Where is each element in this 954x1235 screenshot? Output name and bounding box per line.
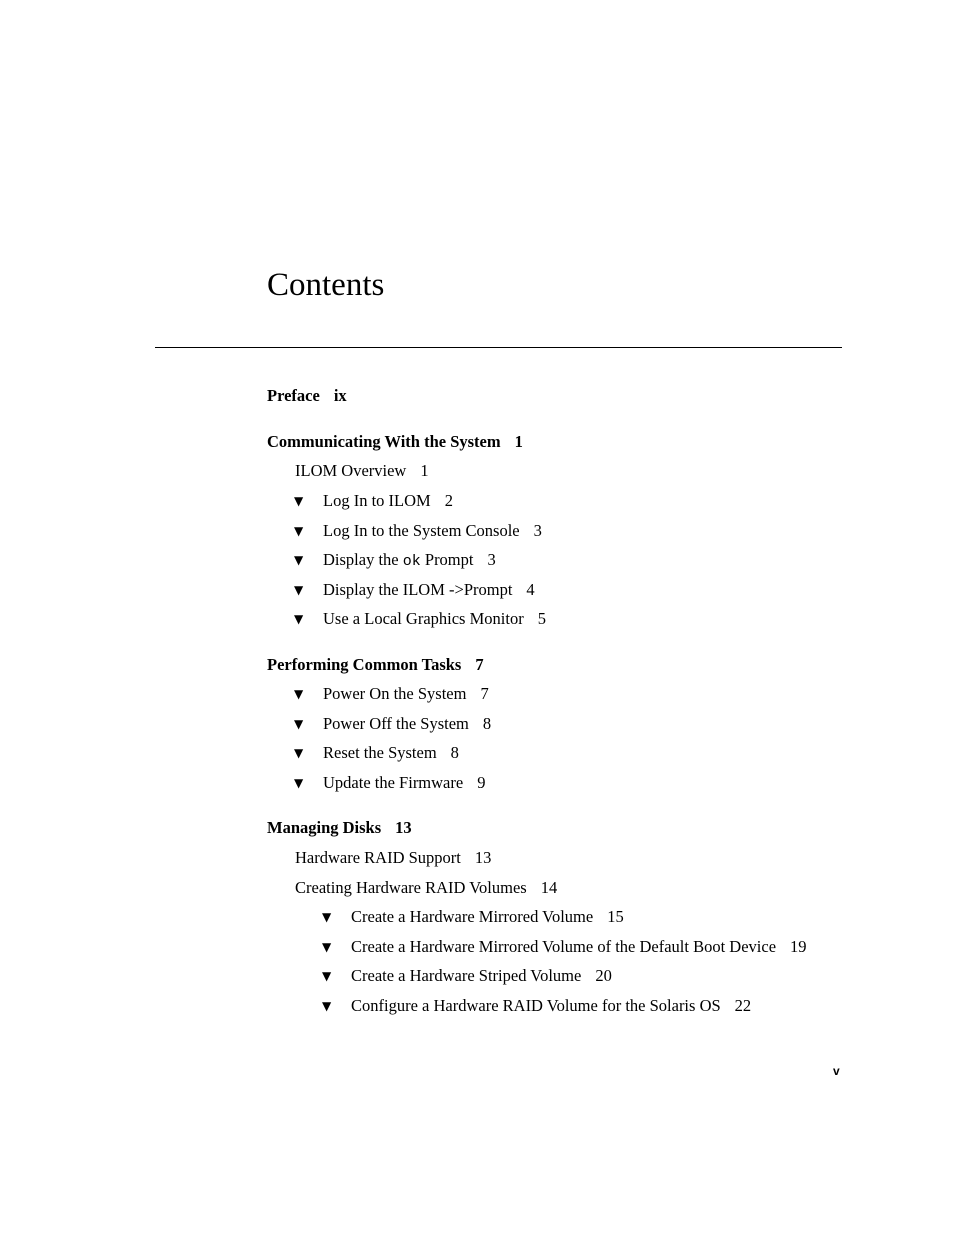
toc-entry-title: Reset the System bbox=[323, 743, 437, 762]
toc-entry-page: 5 bbox=[537, 609, 546, 628]
toc-entry-page: 3 bbox=[487, 550, 496, 569]
triangle-bullet-icon: ▼ bbox=[294, 776, 304, 790]
toc-entry-title: Configure a Hardware RAID Volume for the Solaris OS bbox=[351, 996, 721, 1015]
toc-entry-page: 3 bbox=[533, 521, 542, 540]
toc-entry-title: Hardware RAID Support bbox=[295, 848, 461, 867]
toc-chapter-communicating[interactable] bbox=[267, 432, 523, 452]
toc-entry-page: 8 bbox=[482, 714, 492, 733]
toc-entry-title: Use a Local Graphics Monitor bbox=[323, 609, 524, 628]
toc-entry-title: Log In to the System Console bbox=[323, 521, 520, 540]
toc-chapter-managing-disks[interactable] bbox=[267, 818, 412, 838]
toc-task-configure-raid-solaris[interactable] bbox=[351, 996, 751, 1016]
toc-entry-page: 7 bbox=[475, 655, 484, 674]
toc-entry-title: ILOM Overview bbox=[295, 461, 407, 480]
triangle-bullet-icon: ▼ bbox=[322, 969, 332, 983]
triangle-bullet-icon: ▼ bbox=[294, 524, 304, 538]
toc-entry-title: Communicating With the System bbox=[267, 432, 501, 451]
toc-entry-page: ix bbox=[333, 386, 347, 405]
toc-task-power-off[interactable] bbox=[323, 714, 491, 734]
toc-task-display-ilom-prompt[interactable] bbox=[323, 580, 535, 600]
toc-task-update-firmware[interactable] bbox=[323, 773, 485, 793]
toc-entry-title: Performing Common Tasks bbox=[267, 655, 462, 674]
toc-entry-page: 15 bbox=[607, 907, 624, 926]
toc-entry-page: 8 bbox=[450, 743, 459, 762]
toc-entry-page: 13 bbox=[395, 818, 412, 837]
toc-entry-title: Power On the System bbox=[323, 684, 467, 703]
toc-entry-page: 7 bbox=[480, 684, 489, 703]
page-title: Contents bbox=[267, 267, 385, 303]
toc-chapter-common-tasks[interactable] bbox=[267, 655, 484, 675]
toc-entry-title: Update the Firmware bbox=[323, 773, 464, 792]
triangle-bullet-icon: ▼ bbox=[294, 687, 304, 701]
triangle-bullet-icon: ▼ bbox=[294, 583, 304, 597]
toc-task-reset[interactable] bbox=[323, 743, 459, 763]
triangle-bullet-icon: ▼ bbox=[294, 612, 304, 626]
triangle-bullet-icon: ▼ bbox=[322, 999, 332, 1013]
triangle-bullet-icon: ▼ bbox=[294, 746, 304, 760]
toc-section-raid-support[interactable] bbox=[295, 848, 491, 868]
toc-entry-title: Managing Disks bbox=[267, 818, 382, 837]
triangle-bullet-icon: ▼ bbox=[322, 910, 332, 924]
toc-entry-page: 19 bbox=[790, 937, 807, 956]
triangle-bullet-icon: ▼ bbox=[322, 940, 332, 954]
triangle-bullet-icon: ▼ bbox=[294, 553, 304, 567]
toc-entry-title-after: Prompt bbox=[424, 550, 474, 569]
toc-entry-page: 9 bbox=[477, 773, 486, 792]
toc-entry-title: Create a Hardware Mirrored Volume bbox=[351, 907, 594, 926]
toc-entry-title: Power Off the System bbox=[323, 714, 469, 733]
toc-task-log-in-ilom[interactable] bbox=[323, 491, 453, 511]
toc-entry-title: Create a Hardware Striped Volume bbox=[351, 966, 582, 985]
toc-entry-page: 1 bbox=[420, 461, 429, 480]
toc-entry-page: 4 bbox=[526, 580, 535, 599]
toc-entry-page: 13 bbox=[474, 848, 492, 867]
toc-task-power-on[interactable] bbox=[323, 684, 489, 704]
toc-entry-page: 2 bbox=[444, 491, 453, 510]
toc-entry-title-before: Display the bbox=[323, 550, 399, 569]
toc-task-log-in-console[interactable] bbox=[323, 521, 542, 541]
toc-entry-page: 22 bbox=[734, 996, 752, 1015]
toc-task-local-graphics-monitor[interactable] bbox=[323, 609, 546, 629]
triangle-bullet-icon: ▼ bbox=[294, 494, 304, 508]
toc-entry-title: Creating Hardware RAID Volumes bbox=[295, 878, 527, 897]
toc-section-creating-raid-volumes[interactable] bbox=[295, 878, 557, 898]
toc-entry-title: Create a Hardware Mirrored Volume of the Default Boot Device bbox=[351, 937, 777, 956]
toc-entry-title: Log In to ILOM bbox=[323, 491, 431, 510]
toc-task-striped-volume[interactable] bbox=[351, 966, 612, 986]
toc-task-mirrored-boot-volume[interactable] bbox=[351, 937, 807, 957]
toc-section-ilom-overview[interactable] bbox=[295, 461, 429, 481]
toc-entry-title: Preface bbox=[267, 386, 320, 405]
toc-chapter-preface[interactable] bbox=[267, 386, 347, 406]
toc-entry-page: 1 bbox=[514, 432, 523, 451]
toc-entry-title: Display the ILOM ->Prompt bbox=[323, 580, 513, 599]
toc-entry-title-code: ok bbox=[402, 553, 421, 570]
toc-task-mirrored-volume[interactable] bbox=[351, 907, 624, 927]
triangle-bullet-icon: ▼ bbox=[294, 717, 304, 731]
page-number: v bbox=[833, 1064, 840, 1078]
toc-entry-page: 14 bbox=[540, 878, 558, 897]
toc-entry-page: 20 bbox=[595, 966, 612, 985]
toc-task-display-ok-prompt[interactable] bbox=[323, 550, 496, 572]
